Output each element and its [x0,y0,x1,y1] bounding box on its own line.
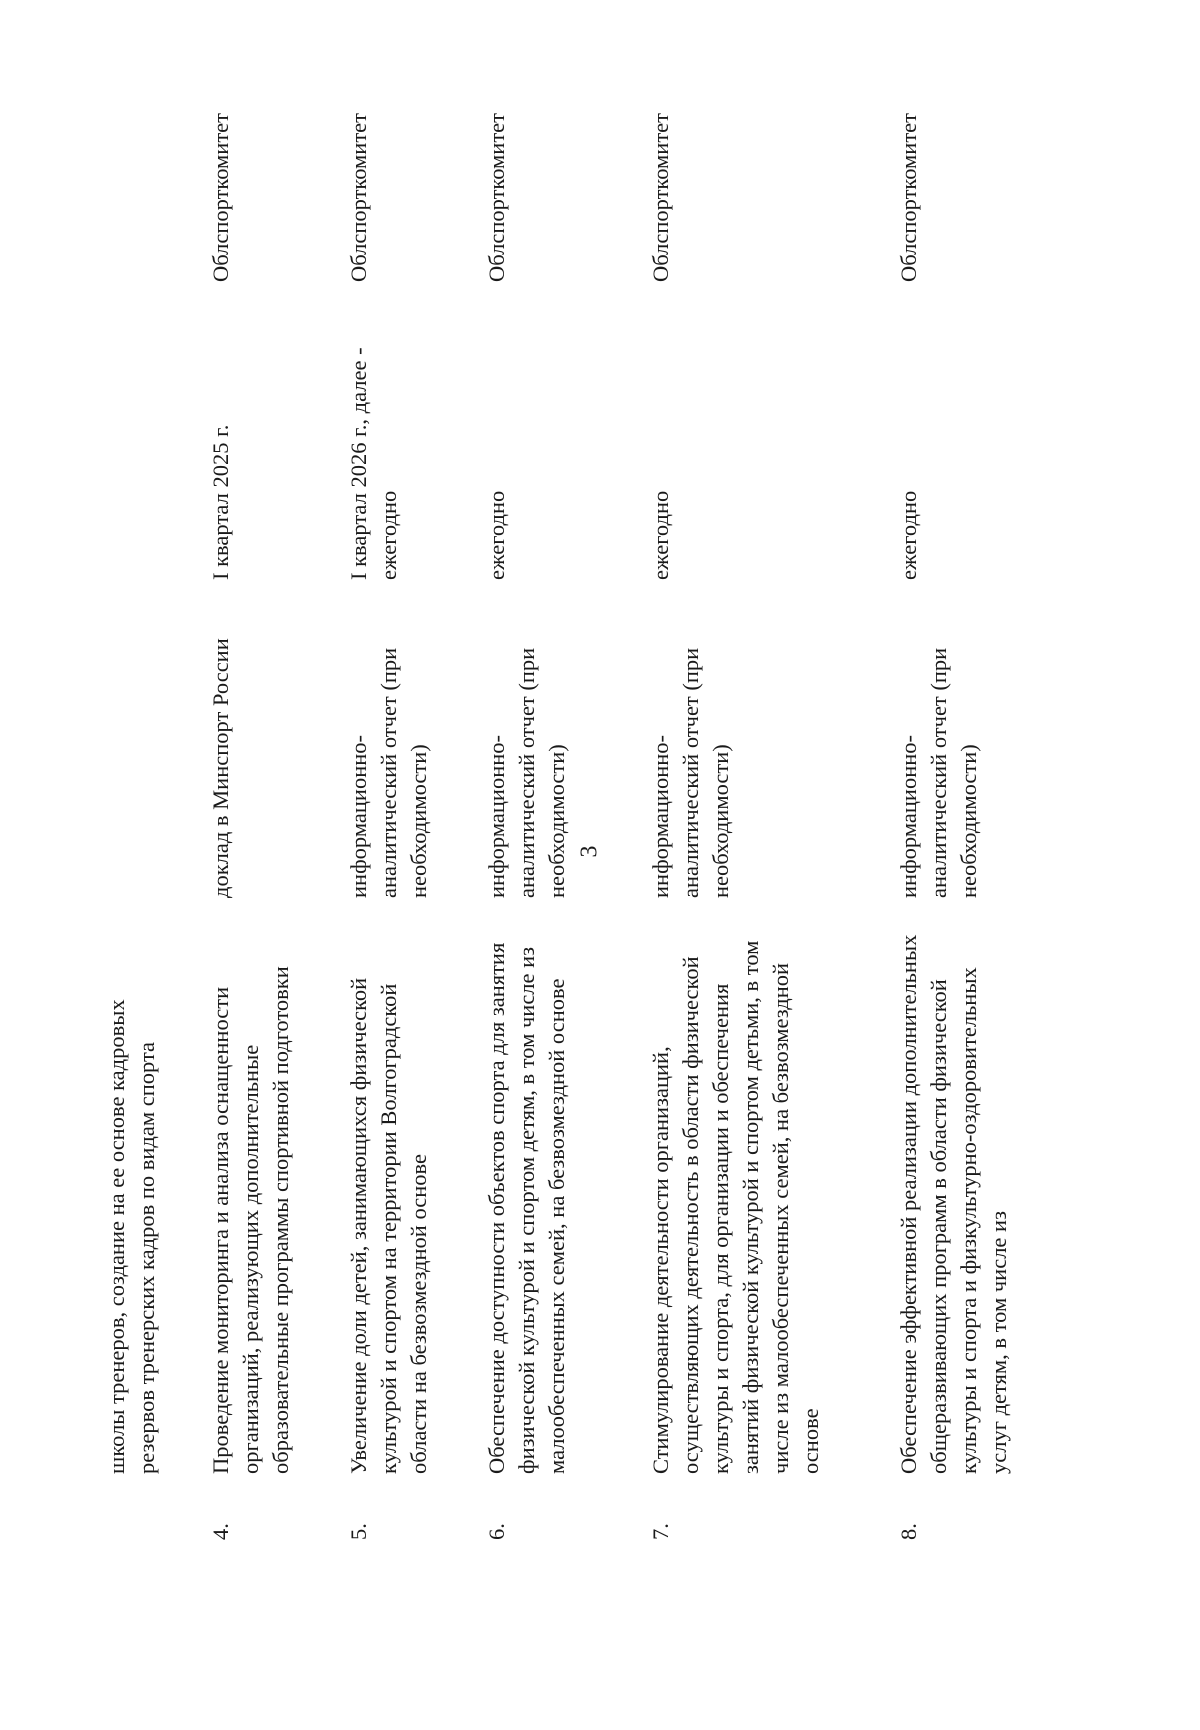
cell-executor: Облспорткомитет [648,113,673,282]
cell-measure-name: Проведение мониторинга и анализа оснащенности организаций, реализующих дополнительные образовательные программы спортивной подготовки [208,966,293,1474]
page-number: 3 [576,845,603,858]
cell-executor: Облспорткомитет [896,113,921,282]
cell-measure-name: Обеспечение доступности объектов спорта для занятия физической культурой и спортом детям, в том числе из малообеспеченных семей, на безвозмездной основе [484,942,569,1474]
cell-term: ежегодно [648,490,673,580]
cell-number: 8. [896,1523,921,1540]
cell-executor: Облспорткомитет [484,113,509,282]
cell-number: 4. [208,1523,233,1540]
cell-executor: Облспорткомитет [208,113,233,282]
cell-document: доклад в Минспорт России [208,638,233,898]
cell-number: 6. [484,1523,509,1540]
cell-term: I квартал 2026 г., далее - ежегодно [346,347,401,580]
cell-measure-name: Обеспечение эффективной реализации дополнительных общеразвивающих программ в области физической культуры и спорта и физкультурно-оздоровительных услуг детям, в том числе из [896,934,1011,1474]
cell-measure-name: Увеличение доли детей, занимающихся физической культурой и спортом на территории Волгоградской области на безвозмездной основе [346,977,431,1474]
cell-measure-name: школы тренеров, создание на ее основе кадровых резервов тренерских кадров по видам спорта [104,999,159,1474]
cell-document: информационно-аналитический отчет (при необходимости) [648,647,733,898]
cell-document: информационно-аналитический отчет (при необходимости) [896,647,981,898]
cell-document: информационно-аналитический отчет (при необходимости) [484,647,569,898]
cell-executor: Облспорткомитет [346,113,371,282]
cell-term: I квартал 2025 г. [208,424,233,580]
cell-number: 7. [648,1523,673,1540]
cell-number: 5. [346,1523,371,1540]
cell-measure-name: Стимулирование деятельности организаций, осуществляющих деятельность в области физической культуры и спорта, для организации и обеспечения занятий физической культурой и спортом детьми, в том числе из малообеспеченных семей, на безвозмездной основе [648,940,823,1474]
cell-term: ежегодно [484,490,509,580]
cell-term: ежегодно [896,490,921,580]
cell-document: информационно-аналитический отчет (при необходимости) [346,647,431,898]
